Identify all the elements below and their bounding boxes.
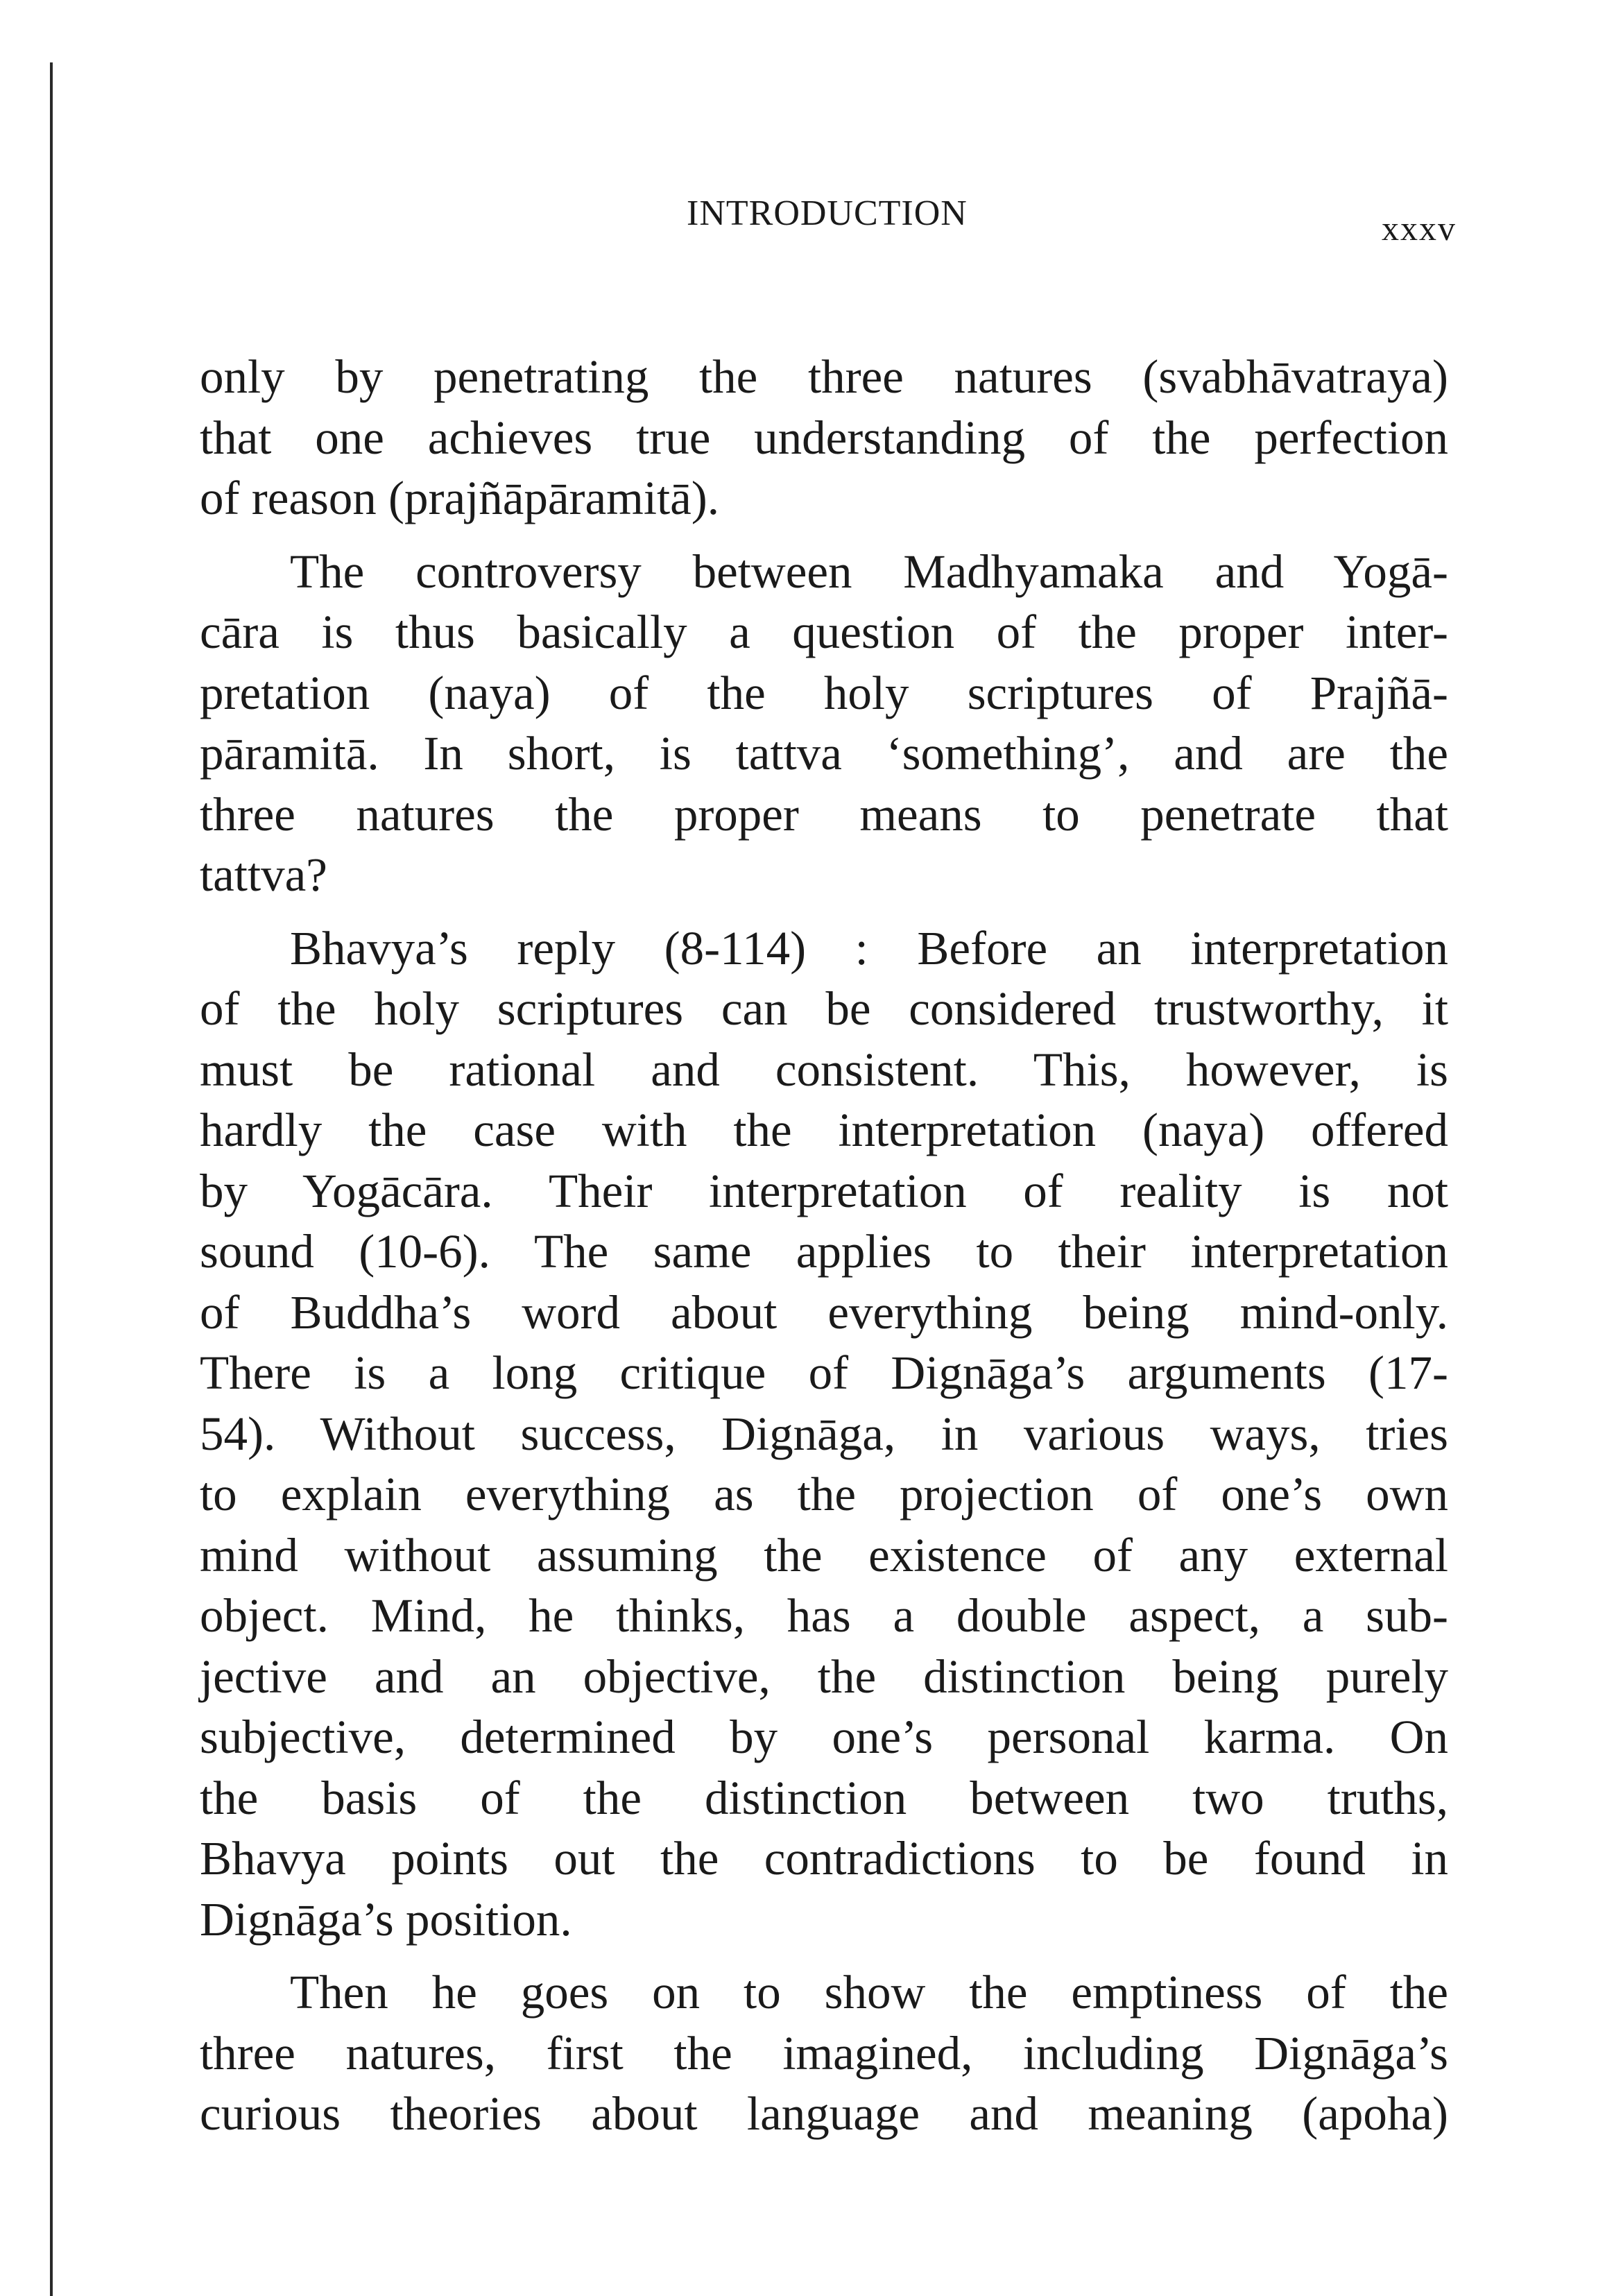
text-line: the basis of the distinction between two truths, xyxy=(200,1771,1448,1824)
text-line: jective and an objective, the distinction being purely xyxy=(200,1650,1448,1703)
text-line: three natures the proper means to penetrate that xyxy=(200,787,1448,841)
text-line: to explain everything as the projection of one’s own xyxy=(200,1468,1448,1520)
text-line: object. Mind, he thinks, has a double aspect, a sub- xyxy=(200,1589,1448,1642)
text-line: Bhavya points out the contradictions to be found in xyxy=(200,1832,1448,1885)
text-line: tattva? xyxy=(200,848,327,901)
text-line: cāra is thus basically a question of the proper inter- xyxy=(200,606,1448,658)
text-line: pretation (naya) of the holy scriptures of Prajñā- xyxy=(200,666,1448,719)
text-line: pāramitā. In short, is tattva ‘something’, and are the xyxy=(200,727,1448,780)
text-line: subjective, determined by one’s personal karma. On xyxy=(200,1711,1448,1763)
page-binding-edge xyxy=(50,62,53,2296)
text-line: of Buddha’s word about everything being mind-only. xyxy=(200,1285,1448,1339)
paragraph-2 xyxy=(200,542,1448,906)
paragraph-4 xyxy=(200,1962,1448,2145)
text-line: of reason (prajñāpāramitā). xyxy=(200,472,720,524)
text-line: Bhavya’s reply (8-114) : Before an interpretation xyxy=(290,921,1448,975)
body-text xyxy=(200,347,1448,2145)
text-line: hardly the case with the interpretation (naya) offered xyxy=(200,1104,1448,1156)
paragraph-3 xyxy=(200,918,1448,1951)
text-line: by Yogācāra. Their interpretation of reality is not xyxy=(200,1164,1448,1217)
text-line: 54). Without success, Dignāga, in various ways, tries xyxy=(200,1407,1448,1460)
text-line: three natures, first the imagined, including Dignāga’s xyxy=(200,2026,1448,2080)
text-line: of the holy scriptures can be considered trustworthy, it xyxy=(200,982,1448,1035)
text-line: sound (10-6). The same applies to their interpretation xyxy=(200,1225,1448,1278)
text-line: that one achieves true understanding of the perfection xyxy=(200,411,1448,464)
text-line: must be rational and consistent. This, however, is xyxy=(200,1043,1448,1096)
text-line: Then he goes on to show the emptiness of the xyxy=(290,1966,1448,2019)
text-line: The controversy between Madhyamaka and Yogā- xyxy=(290,545,1448,598)
text-line: Dignāga’s position. xyxy=(200,1892,572,1946)
running-head-title: INTRODUCTION xyxy=(687,194,968,233)
text-line: curious theories about language and meaning (apoha) xyxy=(200,2087,1448,2140)
text-line: only by penetrating the three natures (svabhāvatraya) xyxy=(200,350,1448,403)
text-line: mind without assuming the existence of any external xyxy=(200,1528,1448,1582)
paragraph-1 xyxy=(200,347,1448,529)
page-number: xxxv xyxy=(1382,209,1457,248)
text-line: There is a long critique of Dignāga’s arguments (17- xyxy=(200,1346,1448,1399)
running-header xyxy=(208,193,1457,248)
